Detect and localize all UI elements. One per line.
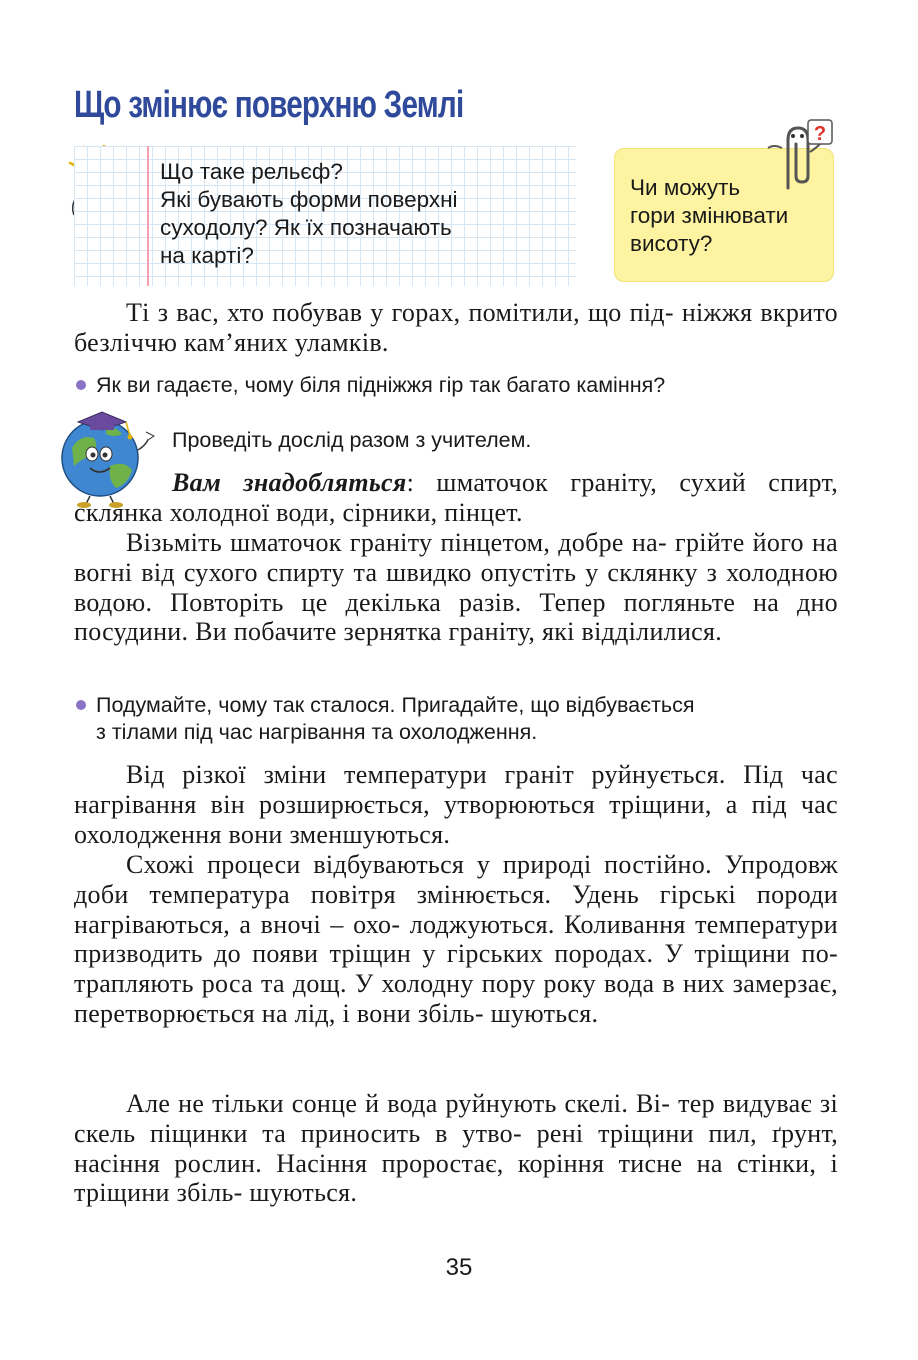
text-line: побачите зернятка граніту, які відділилися. (233, 617, 723, 647)
side-question-line: гори змінювати (630, 203, 789, 228)
question-line: Які бувають форми поверхні (160, 187, 458, 212)
text-line: Від різкої зміни температури граніт руйнується. (126, 760, 726, 789)
text-line: лоджуються. Коливання температури призводить (74, 909, 838, 969)
question-badge: ? (813, 123, 827, 145)
materials-label: Вам знадобляться (172, 468, 407, 497)
text-line: Візьміть шматочок граніту пінцетом, добре на- (126, 528, 667, 557)
text-line: проростає, коріння тисне на стінки, і тріщини збіль- (74, 1148, 839, 1208)
question-line: Подумайте, чому так сталося. Пригадайте, що відбувається (96, 693, 695, 717)
text-line: Але не тільки сонце й вода руйнують скелі. Ві- (126, 1089, 671, 1118)
experiment-steps (74, 528, 838, 647)
questions-box (74, 146, 576, 286)
text-line: тер видуває зі скель піщинки та приносить в утво- (74, 1089, 838, 1148)
side-question-line: Чи можуть (630, 175, 741, 200)
text-line: опустіть у склянку з холодною водою. Повторіть це (74, 557, 838, 617)
page-title: Що змінює поверхню Землі (74, 84, 464, 126)
text-line: Ті з вас, хто побував у горах, помітили, що під- (126, 298, 674, 327)
question-text: Як ви гадаєте, чому біля підніжжя гір так багато каміння? (96, 373, 666, 397)
text-line: грійте його на вогні від сухого спирту та швидко (74, 528, 838, 587)
experiment-instruction: Проведіть дослід разом з учителем. (172, 428, 532, 452)
question-item (74, 692, 844, 746)
text-line: спирт, склянка холодної води, сірники, пінцет. (74, 468, 838, 527)
intro-paragraph (74, 298, 838, 358)
question-line: Що таке рельєф? (160, 159, 343, 184)
question-line: з тілами під час нагрівання та охолодження. (96, 720, 538, 744)
bullet-icon (76, 700, 86, 710)
body-paragraph-3 (74, 1089, 838, 1208)
bullet-icon (76, 380, 86, 390)
text-line: ніжжя вкрито безліччю кам’яних уламків. (74, 298, 838, 357)
text-line: рені тріщини пил, ґрунт, насіння рослин. Насіння (74, 1118, 838, 1178)
text-line: них замерзає, перетворюється на лід, і вони збіль- (74, 969, 838, 1028)
text-line: Під час нагрівання він розширюється, утворюються (74, 760, 838, 819)
text-line: декілька разів. Тепер погляньте на дно посудини. Ви (74, 587, 838, 647)
text-line: : шматочок граніту, сухий (406, 468, 746, 497)
question-line: на карті? (160, 243, 254, 268)
experiment-materials (74, 468, 838, 528)
question-line: суходолу? Як їх позначають (160, 215, 452, 240)
page-number: 35 (445, 1254, 473, 1281)
text-line: шуються. (249, 1178, 358, 1208)
text-line: Удень гірські породи нагріваються, а вночі – охо- (74, 879, 838, 939)
question-item (74, 372, 844, 399)
text-line: трапляють роса та дощ. У холодну пору року вода в (74, 969, 675, 999)
text-line: тріщини, а під час охолодження вони зменшуються. (74, 789, 838, 849)
questions-text (160, 158, 458, 270)
body-paragraph-1 (74, 760, 838, 849)
text-line: шуються. (490, 998, 599, 1028)
body-paragraph-2 (74, 850, 838, 1029)
paperclip-question-icon (762, 118, 840, 198)
text-line: Упродовж доби температура повітря змінюється. (74, 850, 838, 909)
text-line: до появи тріщин у гірських породах. У тріщини по- (214, 939, 838, 969)
margin-line (147, 146, 149, 286)
side-question-line: висоту? (630, 231, 713, 256)
text-line: Схожі процеси відбуваються у природі постійно. (126, 850, 712, 879)
